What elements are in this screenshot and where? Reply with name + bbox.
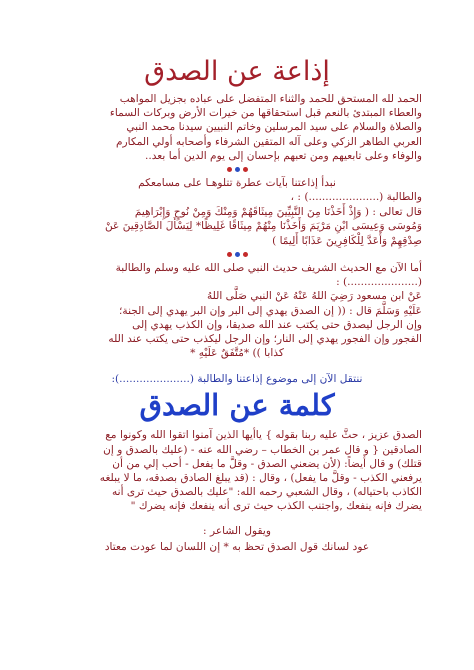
hadith-line: كذابا )) *مُتَّفَقٌ عَلَيْهِ * [190, 347, 284, 360]
hadith-line: عَنْ ابن مسعود رَضِيَ اللهُ عَنْهُ عَنْ النبي صَلَّى اللهُ [206, 290, 422, 303]
quran-verse-line: وَمُوسَى وَعِيسَى ابْنِ مَرْيَمَ وَأَخَذْنَا مِنْهُمْ مِيثَاقًا غَلِيظًا* لِيَسْأَلَ الصَّادِقِينَ عَنْ [104, 220, 422, 233]
hadith-line: عَلَيْهِ وَسَلَّمَ قال : (( إن الصدق يهدي إلى البر وإن البر يهدي إلى الجنة؛ [119, 304, 422, 317]
hadith-intro-line: أما الآن مع الحديث الشريف حديث النبي صلى الله عليه وسلم والطالبة [115, 262, 422, 275]
intro-line: والوفاء وعلى تابعيهم ومن تعبهم بإحسان إلى يوم الدين أما بعد.. [145, 149, 422, 162]
hadith-section [52, 261, 422, 360]
word-section [52, 428, 422, 513]
word-line: الصدق عزيز ، حثَّ عليه ربنا بقوله } ياأيها الذين آمنوا اتقوا الله وكونوا مع [105, 429, 422, 442]
divider-dot [227, 252, 232, 257]
word-line: يضرك فإنه ينفعك ,واجتنب الكذب حيث ترى أنه ينفعك فإنه يضرك " [130, 500, 422, 513]
intro-line: والصلاة والسلام على سيد المرسلين وخاتم النبيين سيدنا محمد النبي [126, 121, 422, 134]
word-line: الصادقين { و قال عمر بن الخطاب – رضي الله عنه - (عليك بالصدق و إن [103, 443, 422, 456]
intro-line: الحمد لله المستحق للحمد والثناء المتفضل على عباده بجزيل المواهب [119, 93, 422, 105]
page-title: إذاعة عن الصدق [144, 56, 330, 87]
quran-section [52, 176, 422, 248]
word-line: قتلك) و قال أيضاً: (لأن يضعني الصدق - وقلَّ ما يفعل - أحب إلي من أن [112, 457, 422, 470]
divider-dot [235, 167, 240, 172]
word-heading: كلمة عن الصدق [139, 388, 335, 423]
divider-dot [243, 252, 248, 257]
word-line: الكاذب باحتياله) ، وقال الشعبي رحمه الله: "عليك بالصدق حيث ترى أنه [111, 486, 422, 499]
transition-text: ننتقل الآن إلى موضوع إذاعتنا والطالبة (.....................): [111, 373, 363, 386]
section-divider [52, 164, 422, 174]
intro-line: والعطاء المبتدئ بالنعم قبل استحقاقها من خيرات الأرض وبركات السماء [109, 107, 422, 120]
quran-intro-line: والطالبة (.....................) : ، [290, 191, 422, 204]
word-line: يرفعني الكذب - وقلَّ ما يفعل) ، وقال : (قد يبلغ الصادق بصدقه، ما لا يبلغه [99, 472, 422, 485]
divider-dot [235, 252, 240, 257]
quran-verse-line: قال تعالى : ( وَإِذْ أَخَذْنَا مِنَ النَّبِيِّينَ مِيثَاقَهُمْ وَمِنْكَ وَمِنْ نُوحٍ وَإِبْرَاهِيمَ [134, 205, 422, 218]
intro-line: العربي الطاهر الزكي وعلى آله المتقين الشرفاء وأصحابه أولي المكارم [115, 135, 422, 148]
poem-line: عود لسانك قول الصدق تحظ به * إن اللسان لما عودت معتاد [104, 540, 370, 553]
divider-dot [227, 167, 232, 172]
intro-paragraph [52, 92, 422, 163]
section-divider [52, 249, 422, 259]
poet-label: ويقول الشاعر : [203, 524, 271, 537]
divider-dot [243, 167, 248, 172]
hadith-intro-line: (.....................) : [336, 276, 422, 289]
hadith-line: وإن الرجل ليصدق حتى يكتب عند الله صديقا، وإن الكذب يهدي إلى [132, 318, 422, 331]
quran-verse-line: صِدْقِهِمْ وَأَعَدَّ لِلْكَافِرِينَ عَذَابًا أَلِيمًا ) [272, 234, 422, 247]
quran-intro-line: نبدأ إذاعتنا بآيات عطرة تتلوهـا على مسامعكم [138, 177, 336, 190]
hadith-line: الفجور وإن الفجور يهدي إلى النار؛ وإن الرجل ليكذب حتى يكتب عند الله [108, 333, 422, 346]
